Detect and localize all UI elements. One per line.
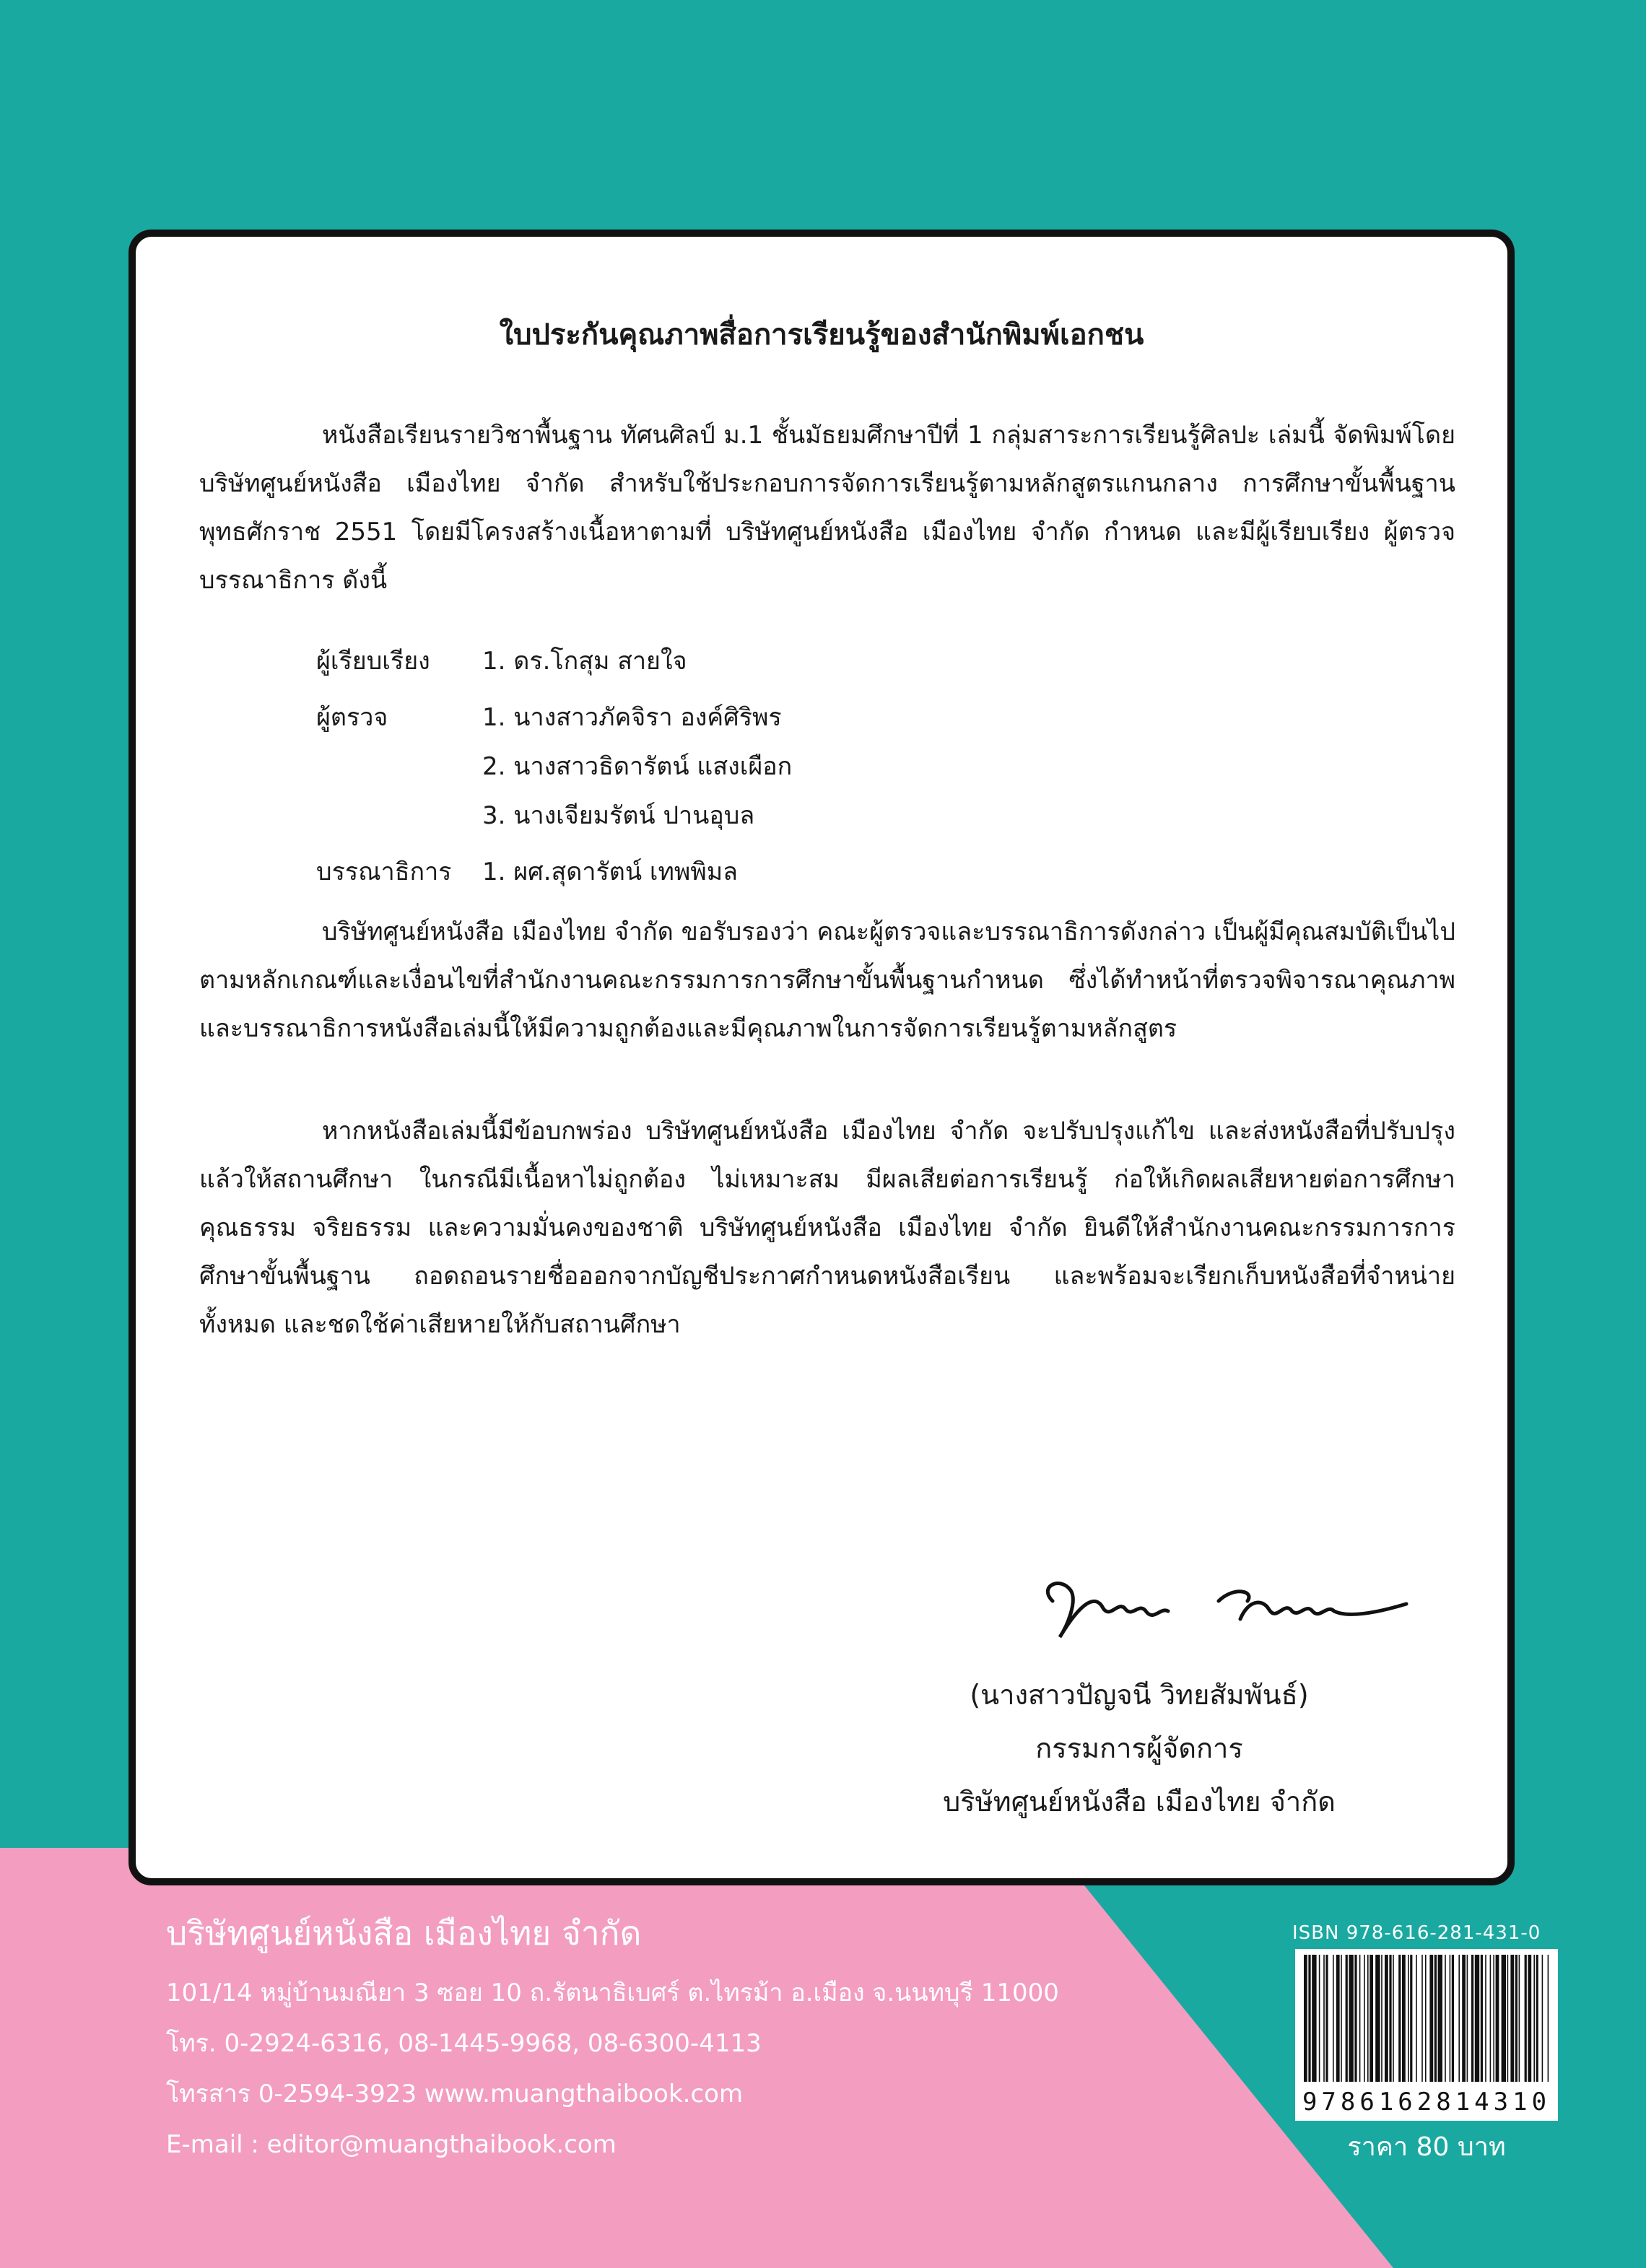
intro-paragraph: หนังสือเรียนรายวิชาพื้นฐาน ทัศนศิลป์ ม.1 ชั้นมัธยมศึกษาปีที่ 1 กลุ่มสาระการเรียนรู้ศิลปะ เล่มนี้ จัดพิมพ์โดย บริษัทศูนย์หนังสือ เมืองไทย จำกัด สำหรับใช้ประกอบการจัดการเรียนรู้ตามหลักสูตรแกนกลาง การศึกษาขั้นพื้นฐาน พุทธศักราช 2551 โดยมีโครงสร้างเนื้อหาตามที่ บริษัทศูนย์หนังสือ เมืองไทย จำกัด กำหนด และมีผู้เรียบเรียง ผู้ตรวจ บรรณาธิการ ดังนี้ <box>199 421 1455 595</box>
staff-row <box>316 697 782 738</box>
staff-row <box>316 641 687 681</box>
staff-row <box>316 795 754 836</box>
staff-role: บรรณาธิการ <box>316 858 452 886</box>
signature-image <box>1031 1558 1421 1666</box>
warranty-paragraph: หากหนังสือเล่มนี้มีข้อบกพร่อง บริษัทศูนย์หนังสือ เมืองไทย จำกัด จะปรับปรุงแก้ไข และส่งหนังสือที่ปรับปรุงแล้วให้สถานศึกษา ในกรณีมีเนื้อหาไม่ถูกต้อง ไม่เหมาะสม มีผลเสียต่อการเรียนรู้ ก่อให้เกิดผลเสียหายต่อการศึกษา คุณธรรม จริยธรรม และความมั่นคงของชาติ บริษัทศูนย์หนังสือ เมืองไทย จำกัด ยินดีให้สำนักงานคณะกรรมการการศึกษาขั้นพื้นฐาน ถอดถอนรายชื่อออกจากบัญชีประกาศกำหนดหนังสือเรียน และพร้อมจะเรียกเก็บหนังสือที่จำหน่ายทั้งหมด และชดใช้ค่าเสียหายให้กับสถานศึกษา <box>199 1117 1455 1339</box>
signer-name: (นางสาวปัญจนี วิทยสัมพันธ์) <box>970 1679 1309 1711</box>
price-label: ราคา 80 บาท <box>1347 2132 1506 2162</box>
isbn-label: ISBN 978-616-281-431-0 <box>1292 1922 1541 1944</box>
staff-name: 1. นางสาวภัคจิรา องค์ศิริพร <box>482 703 782 732</box>
staff-name: 2. นางสาวธิดารัตน์ แสงเผือก <box>482 752 793 781</box>
publisher-address: 101/14 หมู่บ้านมณียา 3 ซอย 10 ถ.รัตนาธิเบศร์ ต.ไทรม้า อ.เมือง จ.นนทบุรี 11000 <box>166 1979 1059 2007</box>
staff-name: 1. ผศ.สุดารัตน์ เทพพิมล <box>482 858 738 886</box>
certificate-title: ใบประกันคุณภาพสื่อการเรียนรู้ของสำนักพิมพ์เอกชน <box>499 318 1144 352</box>
signer-company: บริษัทศูนย์หนังสือ เมืองไทย จำกัด <box>943 1786 1336 1818</box>
barcode-bars <box>1295 1949 1558 2086</box>
staff-name: 3. นางเจียมรัตน์ ปานอุบล <box>482 801 755 830</box>
staff-role: ผู้ตรวจ <box>316 703 388 732</box>
publisher-email: E-mail : editor@muangthaibook.com <box>166 2130 617 2159</box>
staff-role: ผู้เรียบเรียง <box>316 647 430 676</box>
publisher-fax-web: โทรสาร 0-2594-3923 www.muangthaibook.com <box>166 2080 744 2108</box>
staff-row <box>316 746 792 787</box>
staff-name: 1. ดร.โกสุม สายใจ <box>482 647 687 676</box>
barcode-digits: 9786162814310 <box>1302 2088 1551 2116</box>
certificate-card <box>129 230 1515 1885</box>
certification-paragraph: บริษัทศูนย์หนังสือ เมืองไทย จำกัด ขอรับรองว่า คณะผู้ตรวจและบรรณาธิการดังกล่าว เป็นผู้มีคุณสมบัติเป็นไปตามหลักเกณฑ์และเงื่อนไขที่สำนักงานคณะกรรมการการศึกษาขั้นพื้นฐานกำหนด ซึ่งได้ทำหน้าที่ตรวจพิจารณาคุณภาพและบรรณาธิการหนังสือเล่มนี้ให้มีความถูกต้องและมีคุณภาพในการจัดการเรียนรู้ตามหลักสูตร <box>199 917 1455 1043</box>
publisher-name: บริษัทศูนย์หนังสือ เมืองไทย จำกัด <box>166 1914 642 1953</box>
staff-row <box>316 852 738 892</box>
publisher-phone: โทร. 0-2924-6316, 08-1445-9968, 08-6300-4113 <box>166 2029 762 2058</box>
signer-title: กรรมการผู้จัดการ <box>1035 1732 1243 1764</box>
